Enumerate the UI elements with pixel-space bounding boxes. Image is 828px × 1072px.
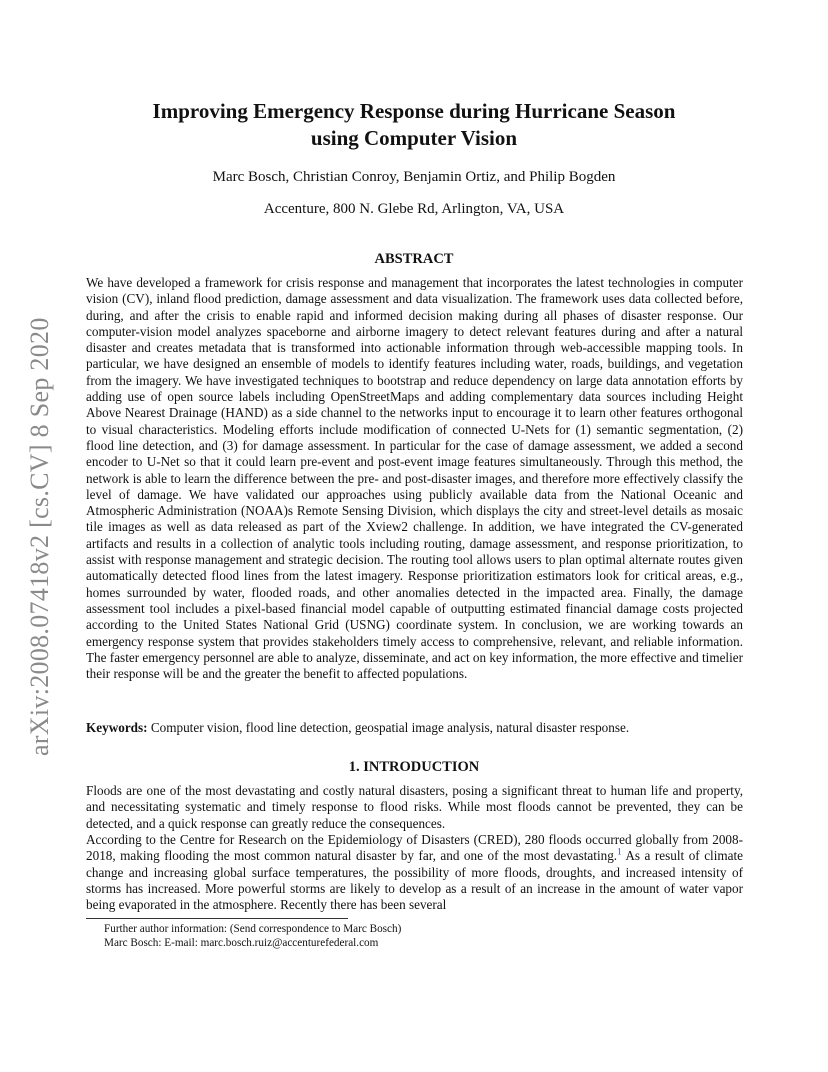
title-line-1: Improving Emergency Response during Hurricane Season bbox=[152, 99, 676, 123]
introduction-paragraph-2 bbox=[86, 832, 743, 913]
footnote-email: Marc Bosch: E-mail: marc.bosch.ruiz@accenturefederal.com bbox=[104, 937, 379, 949]
keywords-label: Keywords: bbox=[86, 720, 148, 735]
introduction-paragraph-1: Floods are one of the most devastating and costly natural disasters, posing a significant threat to human life and property, and necessitating systematic and timely response to flood risks. While most floods cannot be prevented, they can be detected, and a quick response can greatly reduce the consequences. bbox=[86, 783, 743, 831]
footnote-rule bbox=[86, 918, 348, 919]
abstract-heading: ABSTRACT bbox=[374, 251, 454, 267]
abstract-body: We have developed a framework for crisis response and management that incorporates the latest technologies in computer vision (CV), inland flood prediction, damage assessment and data visualization. The framework uses data collected before, during, and after the crisis to enable rapid and informed decision making during all phases of disaster response. Our computer-vision model analyzes spaceborne and airborne imagery to detect relevant features during and after a natural disaster and creates metadata that is transformed into actionable information through web-accessible mapping tools. In particular, we have designed an ensemble of models to identify features including water, roads, buildings, and vegetation from the imagery. We have investigated techniques to bootstrap and reduce dependency on large data annotation efforts by adding use of open source labels including OpenStreetMaps and adding complementary data sources including Height Above Nearest Drainage (HAND) as a side channel to the networks input to encourage it to learn other features orthogonal to visual characteristics. Modeling efforts include modification of connected U-Nets for (1) semantic segmentation, (2) flood line detection, and (3) for damage assessment. In particular for the case of damage assessment, we added a second encoder to U-Net so that it could learn pre-event and post-event image features simultaneously. Through this method, the network is able to learn the difference between the pre- and post-disaster images, and therefore more effectively classify the level of damage. We have validated our approaches using publicly available data from the National Oceanic and Atmospheric Administration (NOAA)s Remote Sensing Division, which displays the city and street-level details as mosaic tile images as well as data released as part of the Xview2 challenge. In addition, we have integrated the CV-generated artifacts and results in a collection of analytic tools including routing, damage assessment, and response prioritization, to assist with response management and strategic decision. The routing tool allows users to plan optimal alternate routes given automatically detected flood lines from the latest imagery. Response prioritization estimators look for critical areas, e.g., homes surrounded by water, flooded roads, and other anomalies detected in the impacted area. Finally, the damage assessment tool includes a pixel-based financial model capable of outputting estimated financial damage costs projected according to the United States National Grid (USNG) coordinate system. In conclusion, we are working towards an emergency response system that provides stakeholders timely access to comprehensive, relevant, and reliable information. The faster emergency personnel are able to analyze, disseminate, and act on key information, the more effective and timelier their response will be and the greater the benefit to affected populations. bbox=[86, 275, 743, 682]
paper-title bbox=[0, 98, 828, 152]
keywords bbox=[86, 720, 743, 736]
footnote-author-info: Further author information: (Send correspondence to Marc Bosch) bbox=[104, 923, 402, 935]
citation-link[interactable]: 1 bbox=[617, 846, 622, 857]
affiliation: Accenture, 800 N. Glebe Rd, Arlington, VA, USA bbox=[263, 201, 565, 217]
title-line-2: using Computer Vision bbox=[310, 126, 518, 150]
author-list: Marc Bosch, Christian Conroy, Benjamin Ortiz, and Philip Bogden bbox=[212, 169, 616, 185]
arxiv-identifier: arXiv:2008.07418v2 [cs.CV] 8 Sep 2020 bbox=[25, 317, 54, 756]
keywords-text: Computer vision, flood line detection, geospatial image analysis, natural disaster response. bbox=[150, 720, 630, 735]
introduction-paragraph-2-continued: As a result of climate change and increasing global surface temperatures, the possibility of more floods, droughts, and increased intensity of storms has increased. More powerful storms are likely to develop as a result of an increase in the amount of water vapor being evaporated in the atmosphere. Recently there has been several bbox=[86, 848, 743, 913]
introduction-paragraph-2-text: According to the Centre for Research on the Epidemiology of Disasters (CRED), 280 floods occurred globally from 2008-2018, making flooding the most common natural disaster by far, and one of the most devastating. bbox=[86, 832, 743, 864]
introduction-heading: 1. INTRODUCTION bbox=[348, 759, 480, 775]
